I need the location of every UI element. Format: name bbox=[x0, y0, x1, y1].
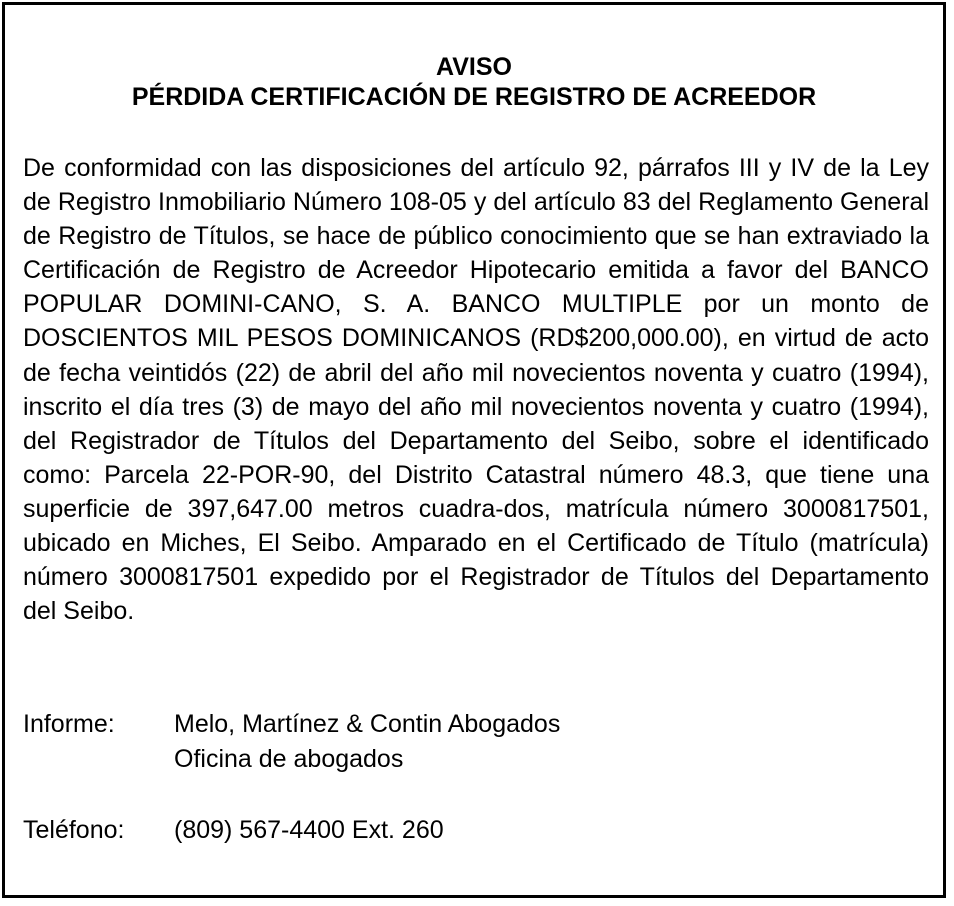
phone-label: Teléfono: bbox=[23, 816, 125, 844]
informe-name: Melo, Martínez & Contin Abogados bbox=[174, 710, 561, 738]
notice-title bbox=[5, 52, 943, 112]
informe-label: Informe: bbox=[23, 710, 115, 738]
phone-value: (809) 567-4400 Ext. 260 bbox=[174, 816, 444, 844]
notice-frame bbox=[2, 2, 946, 898]
notice-body: De conformidad con las disposiciones del artículo 92, párrafos III y IV de la Ley de Registro Inmobiliario Número 108-05 y del artículo 83 del Reglamento General de Registro de Títulos, se hace de público conocimiento que se han extraviado la Certificación de Registro de Acreedor Hipotecario emitida a favor del BANCO POPULAR DOMINI-CANO, S. A. BANCO MULTIPLE por un monto de DOSCIENTOS MIL PESOS DOMINICANOS (RD$200,000.00), en virtud de acto de fecha veintidós (22) de abril del año mil novecientos noventa y cuatro (1994), inscrito el día tres (3) de mayo del año mil novecientos noventa y cuatro (1994), del Registrador de Títulos del Departamento del Seibo, sobre el identificado como: Parcela 22-POR-90, del Distrito Catastral número 48.3, que tiene una superficie de 397,647.00 metros cuadra-dos, matrícula número 3000817501, ubicado en Miches, El Seibo. Amparado en el Certificado de Título (matrícula) número 3000817501 expedido por el Registrador de Títulos del Departamento del Seibo. bbox=[23, 154, 929, 626]
informe-office: Oficina de abogados bbox=[174, 745, 404, 773]
notice-subheading: PÉRDIDA CERTIFICACIÓN DE REGISTRO DE ACREEDOR bbox=[131, 83, 817, 111]
notice-heading: AVISO bbox=[436, 53, 512, 81]
informe-value bbox=[174, 707, 560, 777]
